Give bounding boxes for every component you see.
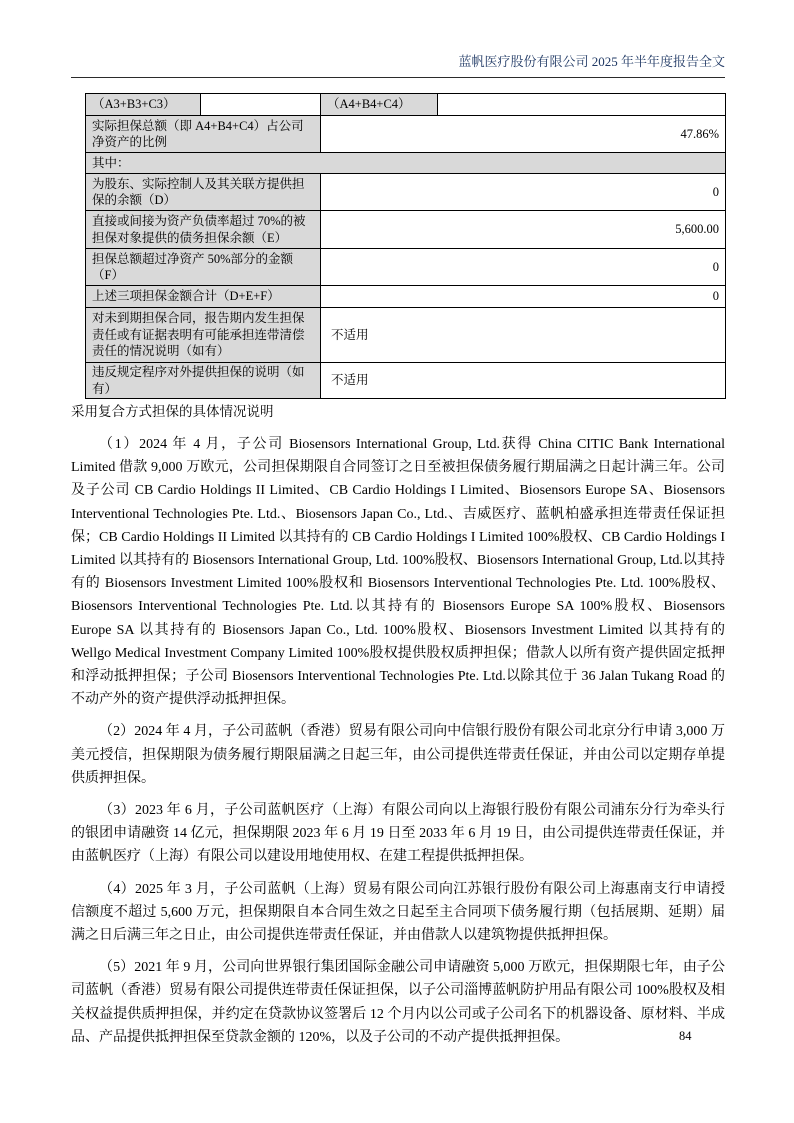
table-cell-label: 实际担保总额（即 A4+B4+C4）占公司净资产的比例 xyxy=(86,116,321,153)
table-cell-label: 对未到期担保合同，报告期内发生担保责任或有证据表明有可能承担连带清偿责任的情况说明（如有） xyxy=(86,308,321,363)
guarantee-summary-table xyxy=(85,93,726,399)
table-cell-value: 0 xyxy=(321,174,726,211)
body-paragraph: （4）2025 年 3 月，子公司蓝帆（上海）贸易有限公司向江苏银行股份有限公司上海惠南支行申请授信额度不超过 5,600 万元，担保期限自本合同生效之日起至主合同项下债务履行期（包括展期、延期）届满之日后满三年之日止，由公司提供连带责任保证，并由借款人以建筑物提供抵押担保。 xyxy=(71,881,725,944)
table-cell-label: （A4+B4+C4） xyxy=(321,94,438,116)
table-row xyxy=(86,286,726,308)
table-row xyxy=(86,153,726,174)
table-cell-value: 47.86% xyxy=(321,116,726,153)
table-cell-value: 不适用 xyxy=(321,363,726,399)
table-cell-label: 为股东、实际控制人及其关联方提供担保的余额（D） xyxy=(86,174,321,211)
table-cell-label: 其中： xyxy=(86,153,726,174)
table-cell-label: 直接或间接为资产负债率超过 70%的被担保对象提供的债务担保余额（E） xyxy=(86,211,321,249)
table-row xyxy=(86,116,726,153)
body-paragraph: （1）2024 年 4 月，子公司 Biosensors International Group, Ltd.获得 China CITIC Bank International Limited 借款 9,000 万欧元，公司担保期限自合同签订之日至被担保债务履行期届满之日起计满三年。公司及子公司 CB Cardio Holdings II Limited、CB Cardio Holdings I Limited、Biosensors Europe SA、Biosensors Interventional Technologies Pte. Ltd.、Biosensors Japan Co., Ltd.、吉威医疗、蓝帆柏盛承担连带责任保证担保；CB Cardio Holdings II Limited 以其持有的 CB Cardio Holdings I Limited 100%股权、CB Cardio Holdings I Limited 以其持有的 Biosensors International Group, Ltd. 100%股权、Biosensors International Group, Ltd.以其持有的 Biosensors Investment Limited 100%股权和 Biosensors Interventional Technologies Pte. Ltd. 100%股权、Biosensors Interventional Technologies Pte. Ltd.以其持有的 Biosensors Europe SA 100%股权、Biosensors Europe SA 以其持有的 Biosensors Japan Co., Ltd. 100%股权、Biosensors Investment Limited 以其持有的 Wellgo Medical Investment Company Limited 100%股权提供股权质押担保；借款人以所有资产提供固定抵押和浮动抵押担保；子公司 Biosensors Interventional Technologies Pte. Ltd.以除其位于 36 Jalan Tukang Road 的不动产外的资产提供浮动抵押担保。 xyxy=(71,437,725,708)
table-row xyxy=(86,308,726,363)
table-cell-value xyxy=(201,94,321,116)
header-title: 蓝帆医疗股份有限公司 2025 年半年度报告全文 xyxy=(458,54,725,69)
body-paragraph: （5）2021 年 9 月，公司向世界银行集团国际金融公司申请融资 5,000 万欧元，担保期限七年，由子公司蓝帆（香港）贸易有限公司提供连带责任保证担保，以子公司淄博蓝帆防护用品有限公司 100%股权及相关权益提供质押担保，并约定在贷款协议签署后 12 个月内以公司或子公司名下的机器设备、原材料、半成品、产品提供抵押担保至贷款金额的 120%，以及子公司的不动产提供抵押担保。 xyxy=(71,960,725,1045)
table-cell-value: 5,600.00 xyxy=(321,211,726,249)
table-cell-value: 不适用 xyxy=(321,308,726,363)
body-paragraph: （3）2023 年 6 月，子公司蓝帆医疗（上海）有限公司向以上海银行股份有限公司浦东分行为牵头行的银团申请融资 14 亿元，担保期限 2023 年 6 月 19 日至 2033 年 6 月 19 日，由公司提供连带责任保证，并由蓝帆医疗（上海）有限公司以建设用地使用权、在建工程提供抵押担保。 xyxy=(71,803,725,865)
table-cell-value xyxy=(438,94,726,116)
table-row xyxy=(86,174,726,211)
table-row-formula xyxy=(86,94,726,116)
table-cell-label: 上述三项担保金额合计（D+E+F） xyxy=(86,286,321,308)
table-cell-label: （A3+B3+C3） xyxy=(86,94,201,116)
page-number: 84 xyxy=(679,1029,692,1043)
table-row xyxy=(86,211,726,249)
table-cell-value: 0 xyxy=(321,249,726,286)
table-cell-label: 违反规定程序对外提供担保的说明（如有） xyxy=(86,363,321,399)
table-cell-label: 担保总额超过净资产 50%部分的金额（F） xyxy=(86,249,321,286)
body-paragraph: （2）2024 年 4 月，子公司蓝帆（香港）贸易有限公司向中信银行股份有限公司北京分行申请 3,000 万美元授信，担保期限为债务履行期限届满之日起三年，由公司提供连带责任保证，并由公司以定期存单提供质押担保。 xyxy=(71,724,725,786)
table-cell-value: 0 xyxy=(321,286,726,308)
table-row xyxy=(86,363,726,399)
table-row xyxy=(86,249,726,286)
page-header xyxy=(71,54,725,78)
section-note: 采用复合方式担保的具体情况说明 xyxy=(71,404,274,419)
body-content xyxy=(71,404,725,1058)
